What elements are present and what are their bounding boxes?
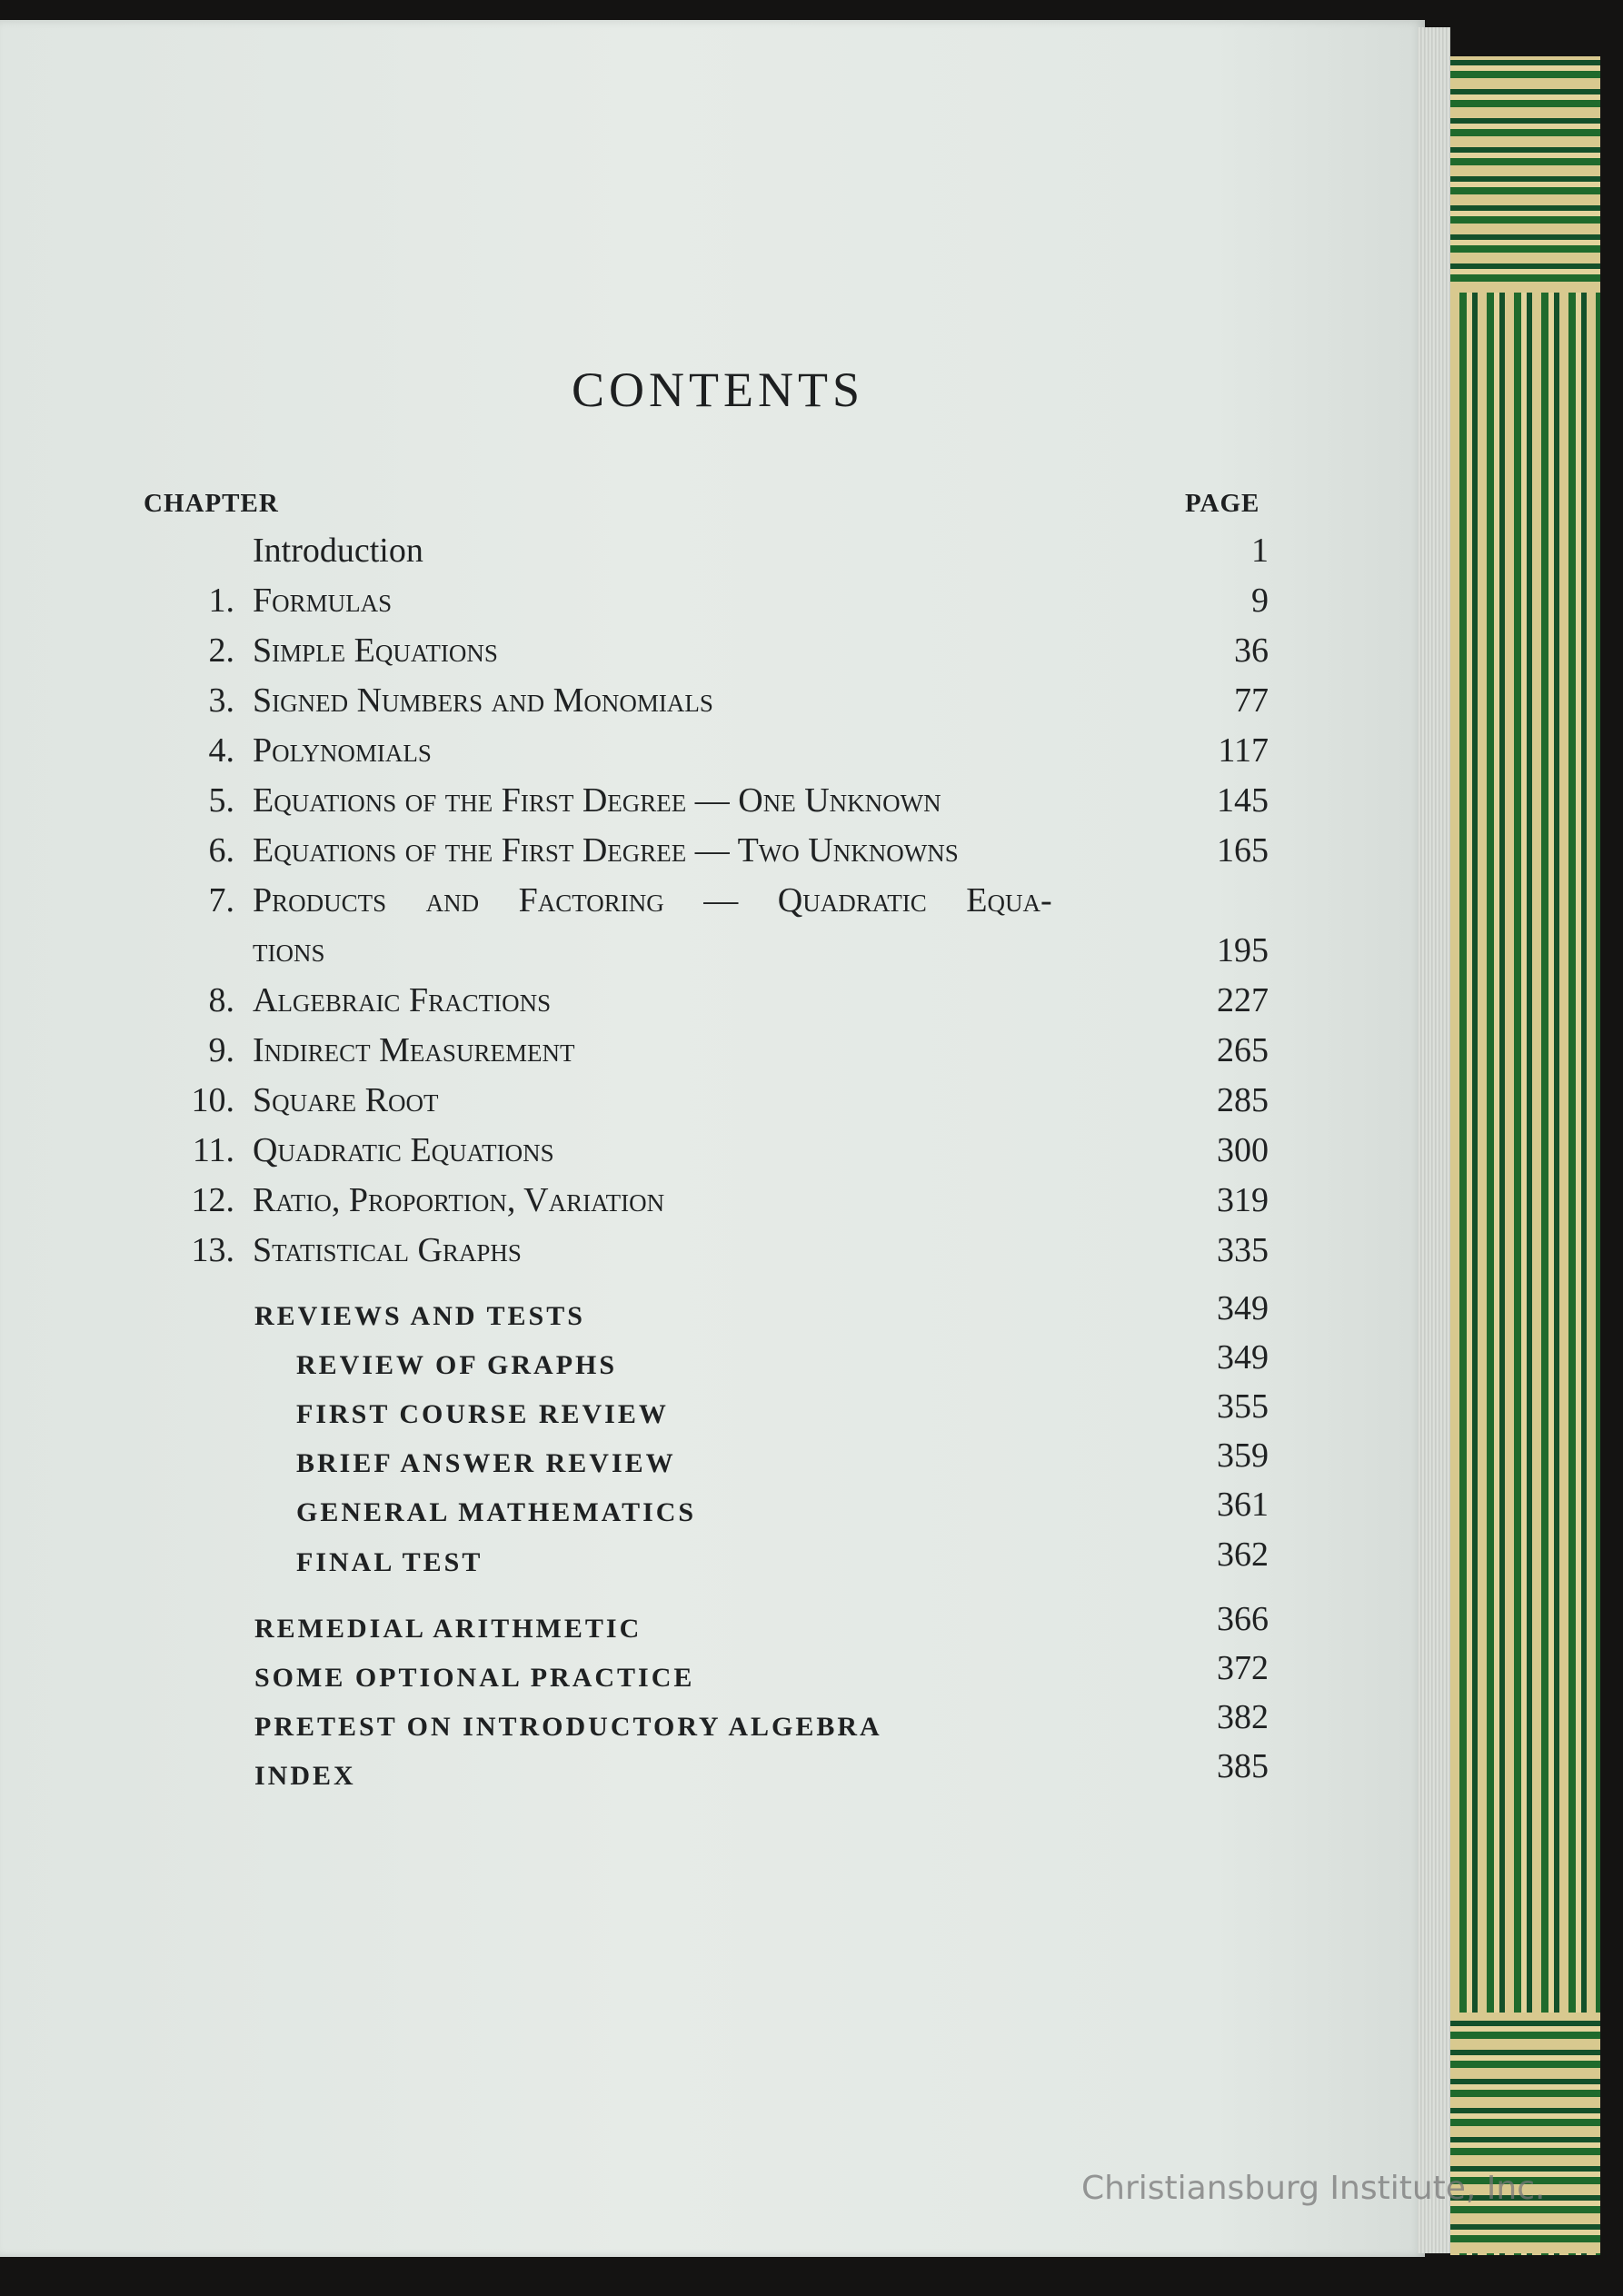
chapter-number: 11.: [192, 1131, 234, 1169]
chapter-page: 285: [1217, 1081, 1269, 1119]
extra-page: 366: [1217, 1600, 1269, 1638]
review-title: GENERAL MATHEMATICS: [296, 1497, 697, 1527]
chapter-page: 227: [1217, 981, 1269, 1019]
review-title: REVIEW OF GRAPHS: [296, 1350, 618, 1380]
chapter-title-continued: tions: [253, 931, 325, 969]
chapter-title: Introduction: [253, 532, 423, 570]
chapter-header: CHAPTER: [144, 489, 279, 518]
chapter-number: 12.: [191, 1181, 234, 1219]
toc-row: [0, 1180, 1272, 1226]
book-cover-bottom-pattern: [1450, 2013, 1600, 2253]
chapter-number: 1.: [208, 581, 234, 620]
extra-page: 382: [1217, 1698, 1269, 1736]
chapter-number: 3.: [208, 681, 234, 720]
chapter-title: Products and Factoring — Quadratic Equa-: [253, 881, 1052, 919]
extra-title: PRETEST ON INTRODUCTORY ALGEBRA: [254, 1712, 882, 1742]
chapter-number: 6.: [208, 831, 234, 870]
book-cover-stripes: [1450, 56, 1600, 2255]
extra-page: 385: [1217, 1747, 1269, 1785]
chapter-page: 145: [1217, 781, 1269, 820]
review-page: 361: [1217, 1486, 1269, 1524]
page-header: PAGE: [1185, 489, 1260, 518]
chapter-title: Formulas: [253, 581, 393, 620]
chapter-number: 4.: [208, 731, 234, 770]
review-page: 349: [1217, 1289, 1269, 1327]
review-page: 362: [1217, 1536, 1269, 1574]
chapter-page: 77: [1234, 681, 1269, 720]
chapter-page: 36: [1234, 631, 1269, 670]
toc-row: [0, 581, 1272, 626]
chapter-title: Quadratic Equations: [253, 1131, 554, 1169]
toc-row: [0, 1230, 1272, 1276]
toc-row: [0, 1130, 1272, 1176]
extra-title: INDEX: [254, 1761, 356, 1791]
extra-page: 372: [1217, 1649, 1269, 1687]
toc-row: [0, 780, 1272, 826]
chapter-number: 2.: [208, 631, 234, 670]
book-cover-top-pattern: [1450, 56, 1600, 293]
toc-row: [0, 980, 1272, 1026]
toc-row: [0, 1030, 1272, 1076]
chapter-title: Ratio, Proportion, Variation: [253, 1181, 665, 1219]
toc-row: [0, 830, 1272, 876]
chapter-page: 300: [1217, 1131, 1269, 1169]
review-page: 355: [1217, 1387, 1269, 1426]
extra-title: REMEDIAL ARITHMETIC: [254, 1614, 642, 1644]
review-title: FIRST COURSE REVIEW: [296, 1399, 669, 1429]
chapter-title: Algebraic Fractions: [253, 981, 552, 1019]
toc-row: [0, 880, 1272, 926]
chapter-page: 117: [1218, 731, 1269, 770]
chapter-page: 195: [1217, 931, 1269, 969]
toc-row: [0, 631, 1272, 676]
chapter-number: 13.: [191, 1231, 234, 1269]
review-title: REVIEWS AND TESTS: [254, 1301, 585, 1331]
toc-row: [0, 681, 1272, 726]
chapter-page: 335: [1217, 1231, 1269, 1269]
toc-row: [0, 1080, 1272, 1126]
chapter-page: 265: [1217, 1031, 1269, 1069]
chapter-title: Signed Numbers and Monomials: [253, 681, 713, 720]
watermark: Christiansburg Institute, Inc.: [1081, 2170, 1546, 2207]
chapter-number: 7.: [208, 881, 234, 919]
toc-row: [0, 731, 1272, 776]
chapter-title: Statistical Graphs: [253, 1231, 522, 1269]
chapter-number: 5.: [208, 781, 234, 820]
chapter-title: Simple Equations: [253, 631, 498, 670]
chapter-title: Equations of the First Degree — Two Unknowns: [253, 831, 959, 870]
chapter-page: 165: [1217, 831, 1269, 870]
extra-title: SOME OPTIONAL PRACTICE: [254, 1663, 695, 1693]
chapter-number: 10.: [191, 1081, 234, 1119]
chapter-title: Polynomials: [253, 731, 432, 770]
review-title: BRIEF ANSWER REVIEW: [296, 1448, 676, 1478]
chapter-title: Indirect Measurement: [253, 1031, 575, 1069]
chapter-title: Square Root: [253, 1081, 439, 1119]
chapter-page: 319: [1217, 1181, 1269, 1219]
review-page: 349: [1217, 1338, 1269, 1377]
chapter-title: Equations of the First Degree — One Unknown: [253, 781, 941, 820]
chapter-number: 9.: [208, 1031, 234, 1069]
review-title: FINAL TEST: [296, 1547, 483, 1577]
review-page: 359: [1217, 1436, 1269, 1475]
chapter-number: 8.: [208, 981, 234, 1019]
page-title: CONTENTS: [572, 363, 864, 417]
toc-row: [0, 531, 1272, 576]
toc-row-continued: [0, 930, 1272, 976]
chapter-page: 9: [1251, 581, 1269, 620]
chapter-page: 1: [1251, 532, 1269, 570]
